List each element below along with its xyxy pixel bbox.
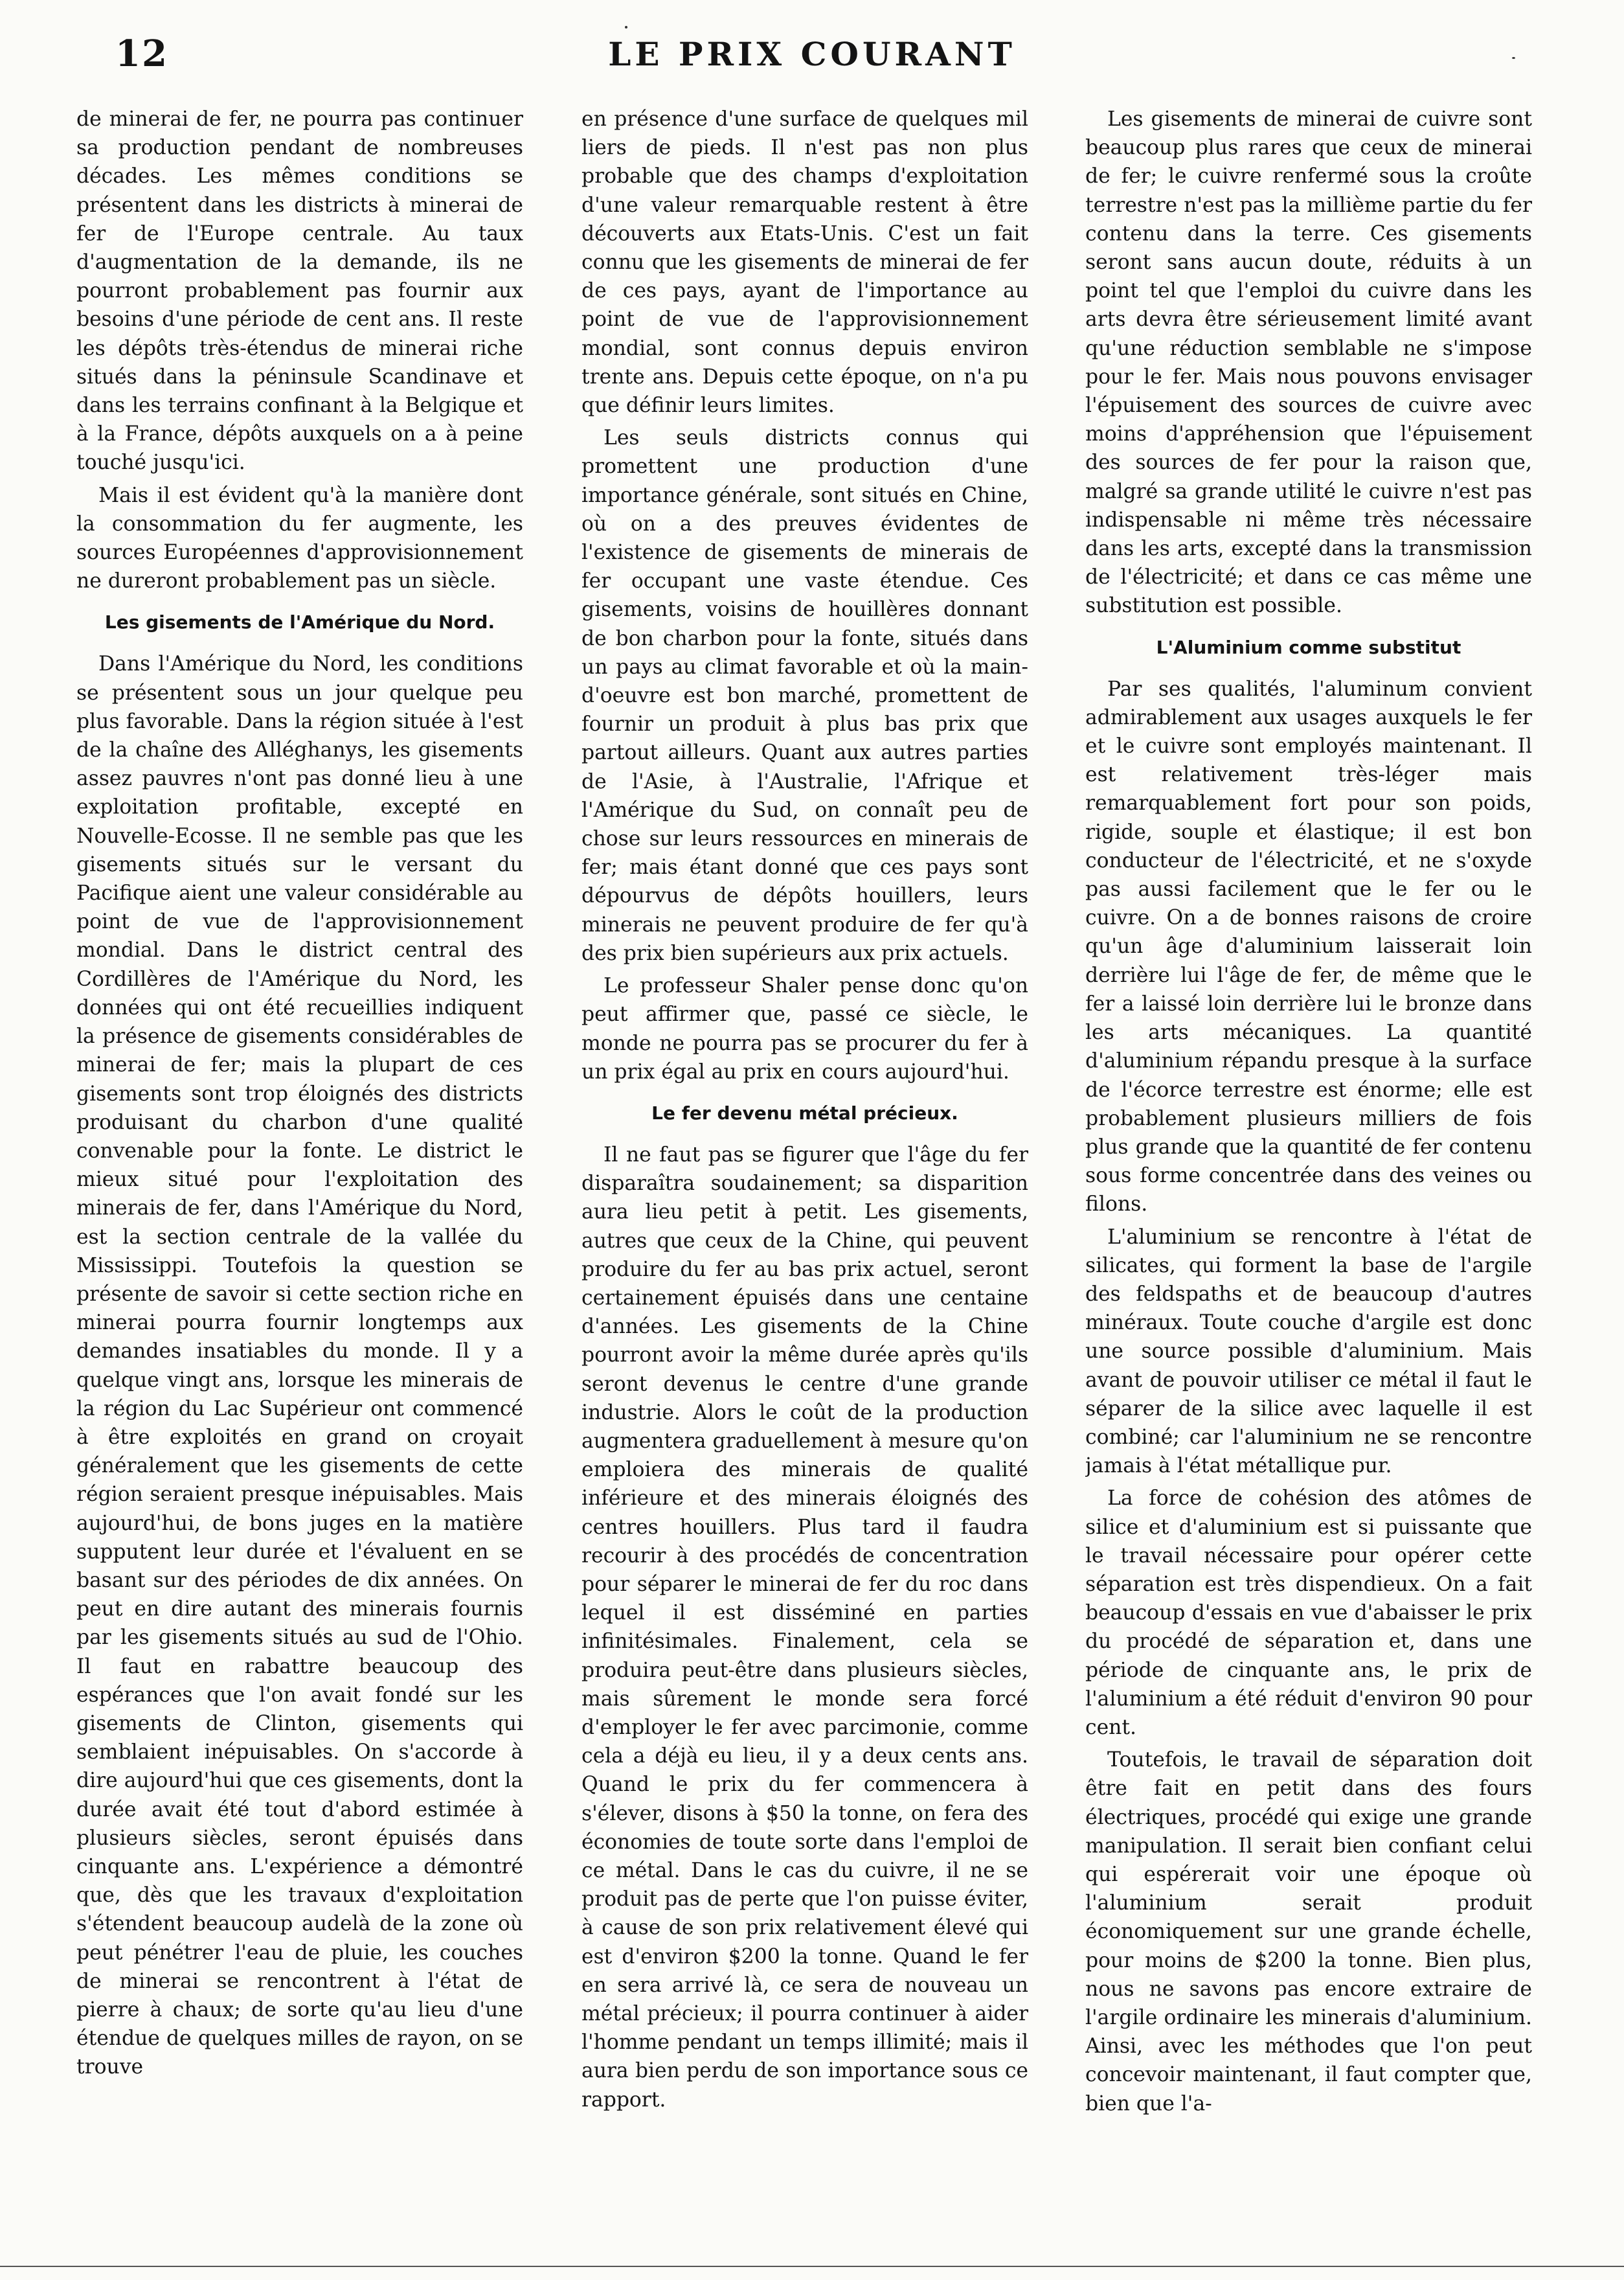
print-speck [625,26,627,28]
paragraph: Il ne faut pas se figurer que l'âge du fer disparaîtra soudainement; sa disparition aura lieu petit à petit. Les gisements, autres que ceux de la Chine, qui peuvent produire du fer au bas prix actuel, seront certainement épuisés dans une centaine d'années. Les gisements de la Chine pourront avoir la même durée après qu'ils seront devenus le centre d'une grande industrie. Alors le coût de la production augmentera graduellement à mesure qu'on emploiera des minerais de qualité inférieure et des minerais éloignés des centres houillers. Plus tard il faudra recourir à des procédés de concentration pour séparer le minerai de fer du roc dans lequel il est disséminé en parties infinitésimales. Finalement, cela se produira peut-être dans plusieurs siècles, mais sûrement le monde sera forcé d'employer le fer avec parcimonie, comme cela a déjà eu lieu, il y a deux cents ans. Quand le prix du fer commencera à s'élever, disons à $50 la tonne, on fera des économies de toute sorte dans l'emploi de ce métal. Dans le cas du cuivre, il ne se produit pas de perte que l'on puisse éviter, à cause de son prix relativement élevé qui est d'environ $200 la tonne. Quand le fer en sera arrivé là, ce sera de nouveau un métal précieux; il pourra continuer à aider l'homme pendant un temps illimité; mais il aura bien perdu de son importance sous ce rapport. [581,1143,1028,2112]
paragraph: en présence d'une surface de quelques mil liers de pieds. Il n'est pas non plus probable que des champs d'exploitation d'une valeur remarquable restent à être découverts aux Etats-Unis. C'est un fait connu que les gisements de minerai de fer de ces pays, ayant de l'importance au point de vue de l'approvisionnement mondial, sont connus depuis environ trente ans. Depuis cette époque, on n'a pu que définir leurs limites. [581,108,1028,418]
print-speck [1512,57,1515,59]
text-column-1 [76,105,523,2255]
paragraph: de minerai de fer, ne pourra pas continuer sa production pendant de nombreuses décades. Les mêmes conditions se présentent dans les districts à minerai de fer de l'Europe centrale. Au taux d'augmentation de la demande, ils ne pourront probablement pas fournir aux besoins d'une période de cent ans. Il reste les dépôts très-étendus de minerai riche situés dans la péninsule Scandinave et dans les terrains confinant à la Belgique et à la France, dépôts auxquels on a à peine touché jusqu'ici. [76,108,523,475]
paragraph: Toutefois, le travail de séparation doit être fait en petit dans des fours électriques, procédé qui exige une grande manipulation. Il serait bien confiant celui qui espérerait voir une époque où l'aluminium serait produit économiquement sur une grande échelle, pour moins de $200 la tonne. Bien plus, nous ne savons pas encore extraire de l'argile ordinaire les minerais d'aluminium. Ainsi, avec les méthodes que l'on peut concevoir maintenant, il faut compter que, bien que l'a- [1085,1748,1532,2115]
journal-title: LE PRIX COURANT [608,35,1016,73]
paragraph: Le professeur Shaler pense donc qu'on peut affirmer que, passé ce siècle, le monde ne pourra pas se procurer du fer à un prix égal au prix en cours aujourd'hui. [581,974,1028,1084]
bottom-rule [0,2266,1624,2267]
section-heading: Le fer devenu métal précieux. [651,1102,958,1124]
paragraph: Mais il est évident qu'à la manière dont la consommation du fer augmente, les sources Européennes d'approvisionnement ne dureront probablement pas un siècle. [76,483,523,593]
section-heading: L'Aluminium comme substitut [1156,636,1461,658]
page-number: 12 [115,32,168,75]
paragraph: Dans l'Amérique du Nord, les conditions se présentent sous un jour quelque peu plus favorable. Dans la région située à l'est de la chaîne des Alléghanys, les gisements assez pauvres n'ont pas donné lieu à une exploitation profitable, excepté en Nouvelle-Ecosse. Il ne semble pas que les gisements situés sur le versant du Pacifique aient une valeur considérable au point de vue de l'approvisionnement mondial. Dans le district central des Cordillères de l'Amérique du Nord, les données qui ont été recueillies indiquent la présence de gisements considérables de minerai de fer; mais la plupart de ces gisements sont trop éloignés des districts produisant du charbon d'une qualité convenable pour la fonte. Le district le mieux situé pour l'exploitation des minerais de fer, dans l'Amérique du Nord, est la section centrale de la vallée du Mississippi. Toutefois la question se présente de savoir si cette section riche en minerai pourra fournir longtemps aux demandes insatiables du monde. Il y a quelque vingt ans, lorsque les minerais de la région du Lac Supérieur ont commencé à être exploités en grand on croyait généralement que les gisements de cette région seraient presque inépuisables. Mais aujourd'hui, de bons juges en la matière supputent leur durée et l'évaluent en se basant sur des périodes de dix années. On peut en dire autant des minerais fournis par les gisements situés au sud de l'Ohio. Il faut en rabattre beaucoup des espérances que l'on avait fondé sur les gisements de Clinton, gisements qui semblaient inépuisables. On s'accorde à dire aujourd'hui que ces gisements, dont la durée avait été tout d'abord estimée à plusieurs siècles, seront épuisés dans cinquante ans. L'expérience a démontré que, dès que les travaux d'exploitation s'étendent beaucoup audelà de la zone où peut pénétrer l'eau de pluie, les couches de minerai se rencontrent à l'état de pierre à chaux; de sorte qu'au lieu d'une étendue de quelques milles de rayon, on se trouve [76,652,523,2079]
text-column-2 [581,105,1028,2255]
section-heading: Les gisements de l'Amérique du Nord. [104,611,495,633]
paragraph: La force de cohésion des atômes de silice et d'aluminium est si puissante que le travail nécessaire pour opérer cette séparation est très dispendieux. On a fait beaucoup d'essais en vue d'abaisser le prix du procédé de séparation et, dans une période de cinquante ans, le prix de l'aluminium a été réduit d'environ 90 pour cent. [1085,1487,1532,1739]
paragraph: Par ses qualités, l'aluminum convient admirablement aux usages auxquels le fer et le cuivre sont employés maintenant. Il est relativement très-léger mais remarquablement fort pour son poids, rigide, souple et élastique; il est bon conducteur de l'électricité, et ne s'oxyde pas aussi facilement que le fer ou le cuivre. On a de bonnes raisons de croire qu'un âge d'aluminium laisserait loin derrière lui l'âge de fer, de même que le fer a laissé loin derrière lui le bronze dans les arts mécaniques. La quantité d'aluminium répandu presque à la surface de l'écorce terrestre est énorme; elle est probablement plusieurs milliers de fois plus grande que la quantité de fer contenu sous forme concentrée dans des veines ou filons. [1085,677,1532,1216]
paragraph: Les gisements de minerai de cuivre sont beaucoup plus rares que ceux de minerai de fer; le cuivre renfermé sous la croûte terrestre n'est pas la millième partie du fer contenu dans la terre. Ces gisements seront sans aucun doute, réduits à un point tel que l'emploi du cuivre dans les arts devra être sérieusement limité avant qu'une réduction semblable ne s'impose pour le fer. Mais nous pouvons envisager l'épuisement des sources de cuivre avec moins d'appréhension que l'épuisement des sources de fer pour la raison que, malgré sa grande utilité le cuivre n'est pas indispensable ni même très nécessaire dans les arts, excepté dans la transmission de l'électricité; et dans ce cas même une substitution est possible. [1085,108,1532,618]
paragraph: L'aluminium se rencontre à l'état de silicates, qui forment la base de l'argile des feldspaths et de beaucoup d'autres minéraux. Toute couche d'argile est donc une source possible d'aluminium. Mais avant de pouvoir utiliser ce métal il faut le séparer de la silice avec laquelle il est combiné; car l'aluminium ne se rencontre jamais à l'état métallique pur. [1085,1225,1532,1478]
paragraph: Les seuls districts connus qui promettent une production d'une importance générale, sont situés en Chine, où on a des preuves évidentes de l'existence de gisements de minerais de fer occupant une vaste étendue. Ces gisements, voisins de houillères donnant de bon charbon pour la fonte, situés dans un pays au climat favorable et où la main-d'oeuvre est bon marché, promettent de fournir un produit à plus bas prix que partout ailleurs. Quant aux autres parties de l'Asie, à l'Australie, l'Afrique et l'Amérique du Sud, on connaît peu de chose sur leurs ressources en minerais de fer; mais étant donné que ces pays sont dépourvus de dépôts houillers, leurs minerais ne peuvent produire de fer qu'à des prix bien supérieurs aux prix actuels. [581,426,1028,965]
page-header [0,32,1624,84]
text-column-3 [1085,105,1532,2255]
